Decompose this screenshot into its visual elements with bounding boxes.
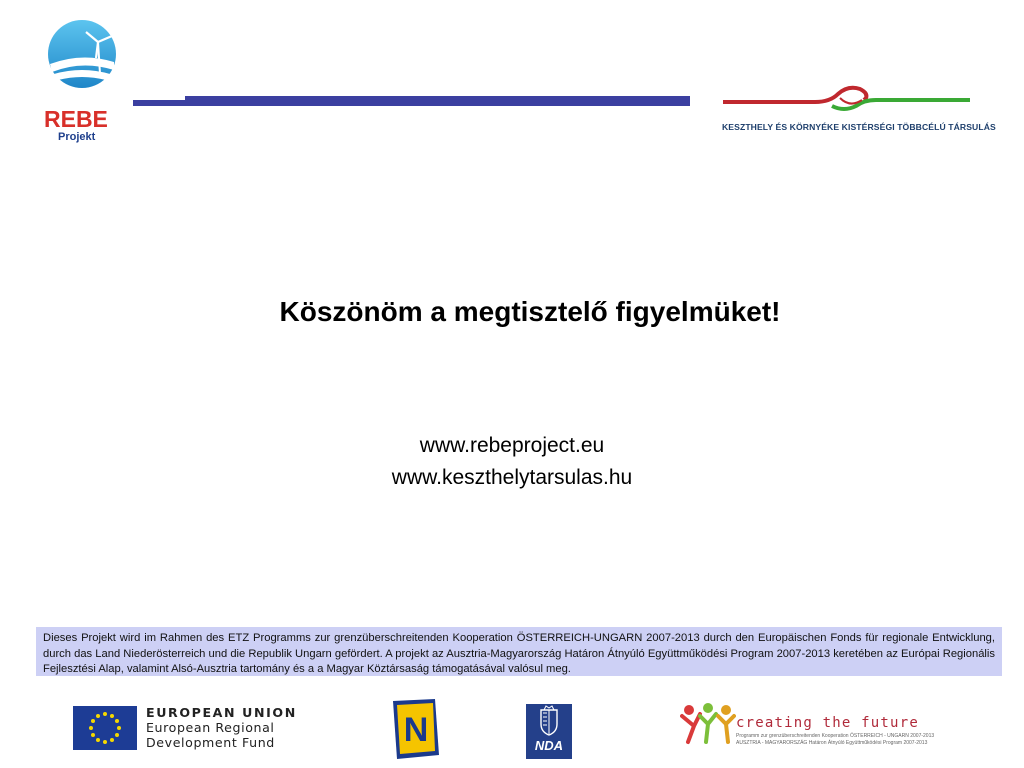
ctf-sub-line-2: AUSZTRIA - MAGYARORSZÁG Határon Átnyúló Együttműködési Program 2007-2013	[736, 740, 928, 746]
eu-line-2: European Regional	[146, 720, 275, 735]
creating-the-future-figures-icon	[680, 702, 736, 746]
nda-label: NDA	[534, 738, 564, 753]
nda-logo	[526, 704, 572, 759]
eu-fund-name	[146, 705, 297, 750]
funding-notice: Dieses Projekt wird im Rahmen des ETZ Programms zur grenzüberschreitenden Kooperation ÖSTERREICH-UNGARN 2007-2013 durch den Europäischen Fonds für regionale Entwicklung, durch das Land Niederösterreich und die Republik Ungarn gefördert. A projekt az Ausztria-Magyarország Határon Átnyúló Együttműködési Program 2007-2013 keretében az Európai Regionális Fejlesztési Alap, valamint Alsó-Ausztria tartomány és a a Magyar Köztársaság támogatásával valósul meg.	[36, 627, 1002, 676]
rebe-sub: Projekt	[58, 131, 96, 143]
website-links	[0, 430, 1024, 494]
lower-austria-n-icon	[387, 697, 443, 761]
eu-erdf-logo	[70, 703, 297, 753]
keszthely-name: KESZTHELY ÉS KÖRNYÉKE KISTÉRSÉGI TÖBBCÉLÚ TÁRSULÁS	[722, 122, 996, 132]
thank-you-heading: Köszönöm a megtisztelő figyelmüket!	[279, 296, 781, 327]
ctf-subtitle	[736, 733, 934, 747]
eu-line-3: Development Fund	[146, 735, 275, 750]
rebe-logo	[40, 18, 124, 144]
eu-flag-icon	[73, 706, 137, 750]
hungarian-coat-of-arms-icon	[526, 704, 572, 738]
noe-letter: N	[403, 711, 429, 749]
header-bar-notch	[133, 96, 185, 100]
header-divider-bar	[133, 96, 690, 106]
wind-turbine-globe-icon	[46, 18, 118, 90]
keszthely-wave-icon	[720, 84, 975, 120]
ctf-title: creating the future	[736, 715, 919, 731]
link-rebeproject[interactable]: www.rebeproject.eu	[419, 434, 605, 457]
link-keszthelytarsulas[interactable]: www.keszthelytarsulas.hu	[391, 466, 633, 489]
keszthely-logo	[720, 84, 996, 136]
creating-the-future-logo	[680, 702, 976, 758]
eu-line-1: EUROPEAN UNION	[146, 705, 297, 720]
ctf-sub-line-1: Programm zur grenzüberschreitenden Kooperation ÖSTERREICH - UNGARN 2007-2013	[736, 733, 935, 739]
rebe-brand: REBE	[44, 106, 108, 132]
